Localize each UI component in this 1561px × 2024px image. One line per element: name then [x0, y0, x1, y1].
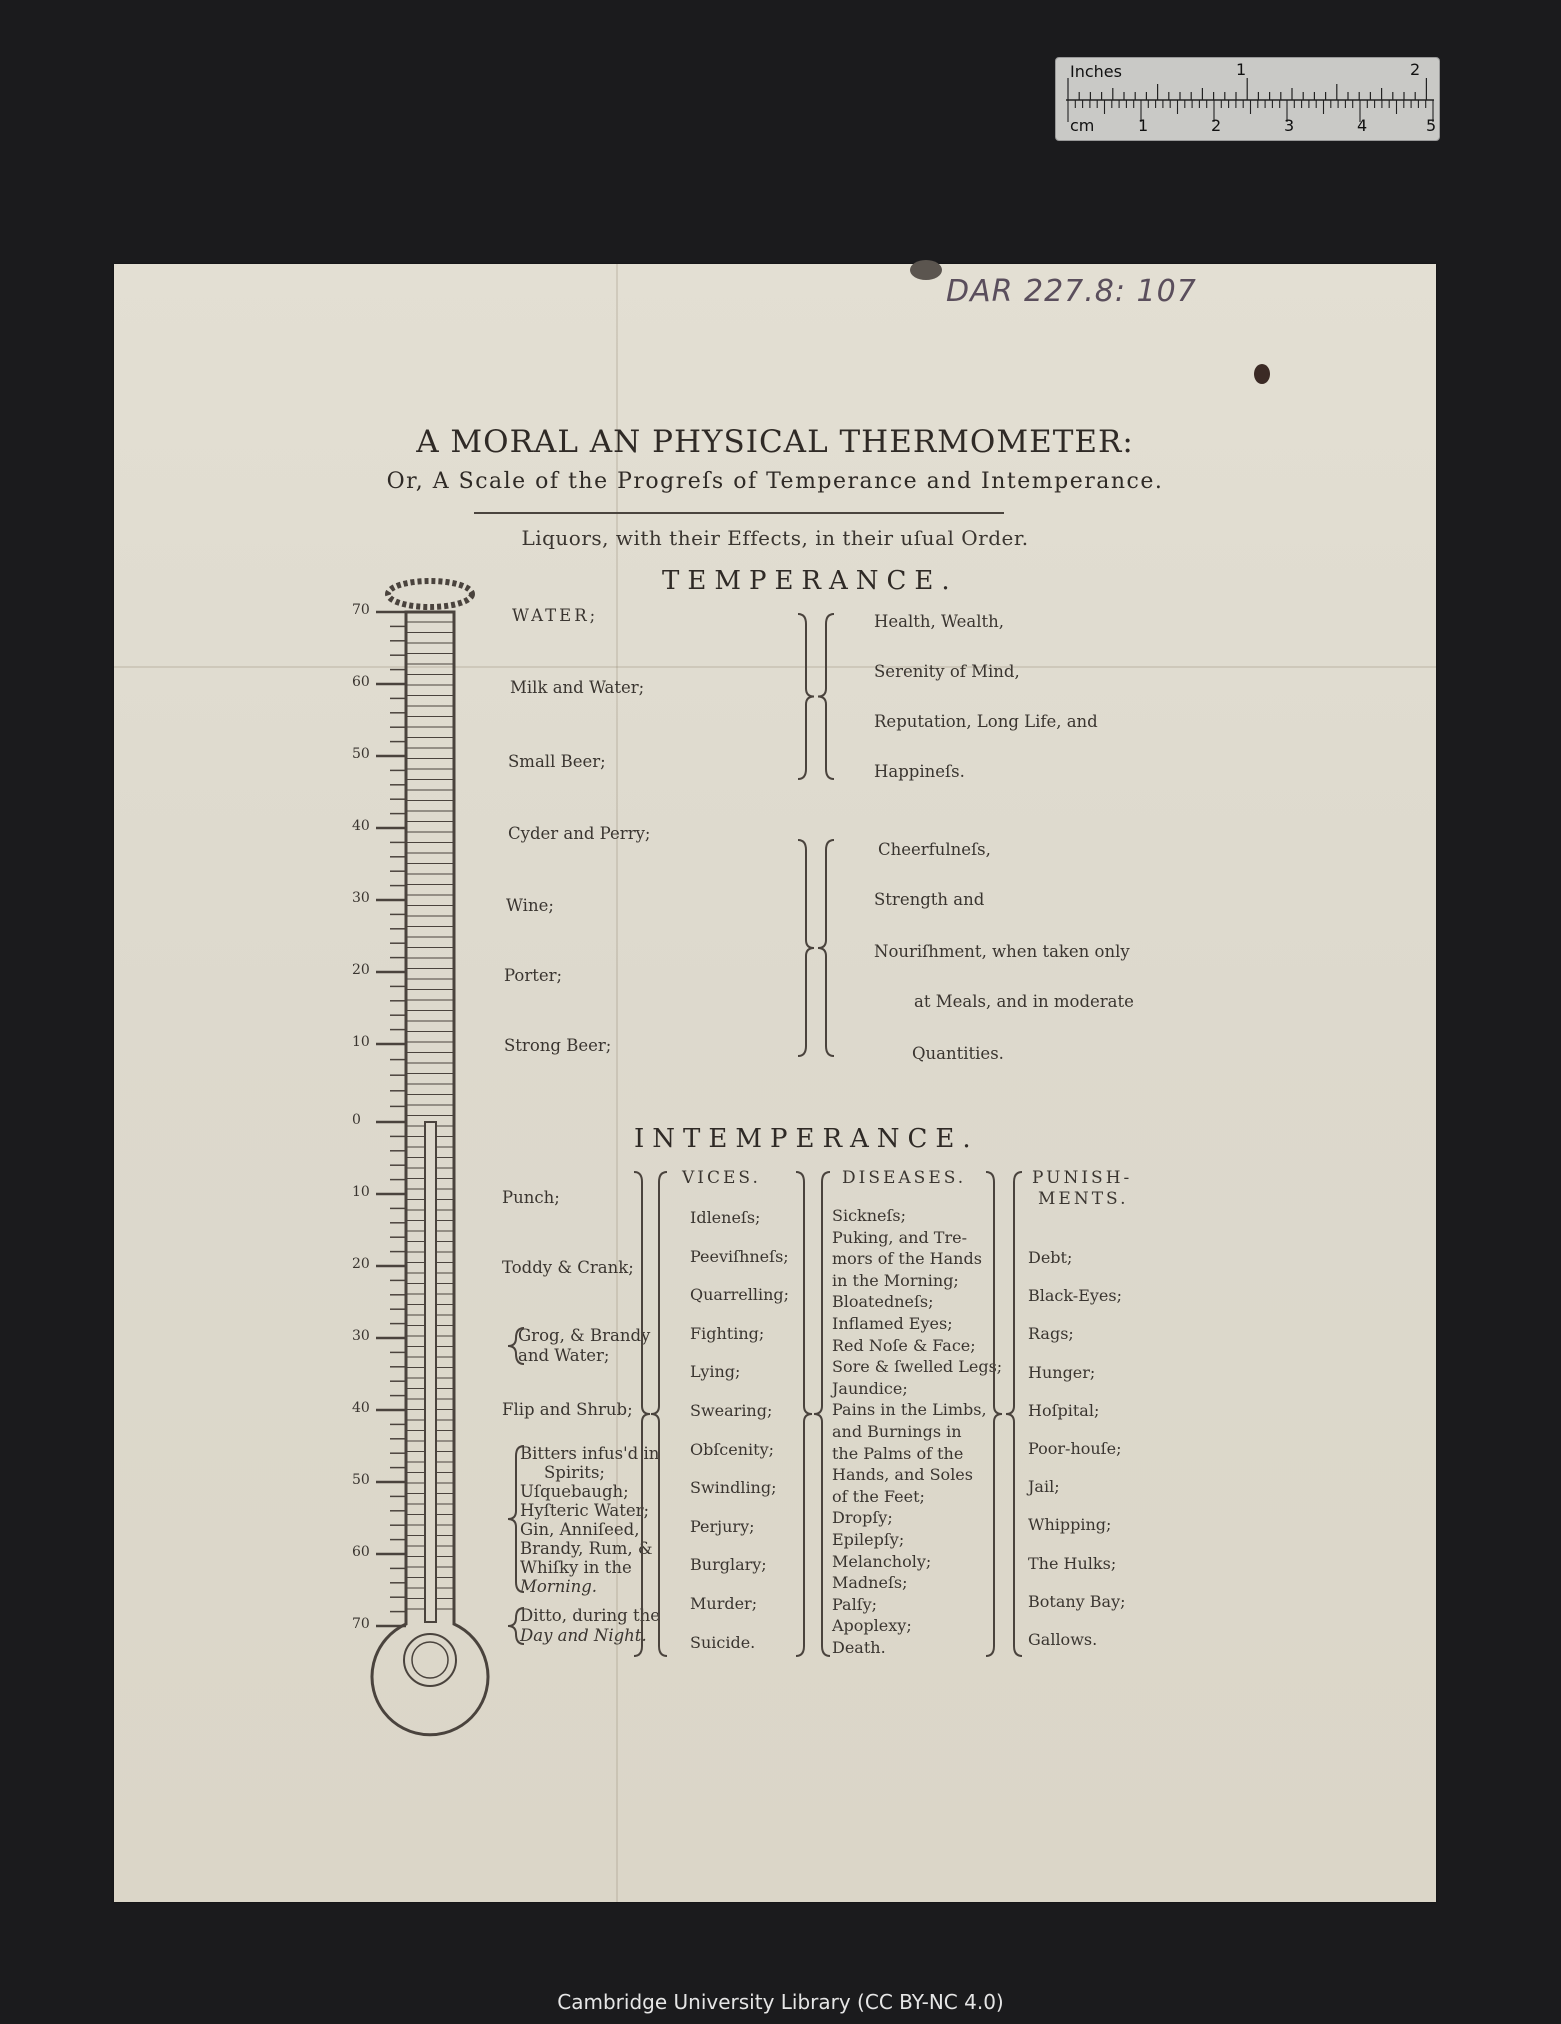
vice-item: Obſcenity;: [690, 1439, 774, 1459]
scale-label-lower: 70: [352, 1616, 370, 1632]
liquor-item: Brandy, Rum, &: [520, 1539, 653, 1558]
brace-icon: [814, 1172, 830, 1656]
disease-item: and Burnings in: [832, 1422, 962, 1441]
scale-label-lower: 60: [352, 1544, 370, 1560]
scale-label-upper: 60: [352, 674, 370, 690]
liquor-item: Punch;: [502, 1188, 560, 1207]
brace-icon: [508, 1608, 524, 1644]
liquor-item: Milk and Water;: [510, 678, 645, 697]
ruler-cm-label: cm: [1070, 116, 1095, 135]
brace-icon: [796, 1172, 812, 1656]
vice-item: Murder;: [690, 1594, 758, 1613]
brace-icon: [798, 614, 814, 779]
vice-item: Swindling;: [690, 1478, 777, 1498]
vice-item: Suicide.: [690, 1632, 756, 1652]
document-title: A MORAL AN PHYSICAL THERMOMETER:: [416, 424, 1134, 460]
punishment-item: Whipping;: [1028, 1515, 1112, 1535]
liquor-item: Day and Night.: [520, 1626, 647, 1645]
effect-item: Quantities.: [912, 1044, 1004, 1063]
disease-item: mors of the Hands: [832, 1249, 982, 1269]
disease-item: Dropſy;: [832, 1508, 893, 1528]
ruler-cm-mark: 2: [1211, 116, 1222, 135]
brace-icon: [508, 1328, 524, 1364]
punishment-item: The Hulks;: [1028, 1553, 1117, 1573]
ruler-cm-mark: 5: [1426, 116, 1437, 135]
punishment-item: Botany Bay;: [1028, 1591, 1126, 1611]
vice-item: Peeviſhneſs;: [690, 1246, 789, 1266]
vice-item: Lying;: [690, 1362, 741, 1382]
punishment-item: Black-Eyes;: [1028, 1286, 1122, 1306]
liquor-item: Strong Beer;: [504, 1036, 612, 1055]
liquor-item: and Water;: [518, 1346, 610, 1365]
disease-item: Apoplexy;: [832, 1616, 912, 1636]
effect-item: Health, Wealth,: [874, 612, 1005, 631]
vice-item: Swearing;: [690, 1401, 773, 1420]
brace-icon: [986, 1172, 1002, 1656]
scale-label-zero: 0: [352, 1112, 361, 1128]
vice-item: Perjury;: [690, 1516, 755, 1536]
liquor-item: Grog, & Brandy: [518, 1326, 651, 1345]
brace-icon: [651, 1172, 667, 1656]
effect-item: Strength and: [874, 890, 985, 909]
liquor-item: Ditto, during the: [520, 1606, 661, 1625]
thermometer-bulb-inner: [412, 1642, 448, 1678]
punishment-item: Debt;: [1028, 1248, 1073, 1267]
disease-item: the Palms of the: [832, 1443, 964, 1463]
vice-item: Fighting;: [690, 1323, 765, 1343]
ruler-cm-mark: 4: [1357, 116, 1368, 135]
liquor-item: Porter;: [504, 966, 563, 985]
ruler-inch-mark: 1: [1236, 60, 1247, 79]
liquor-item: Morning.: [520, 1577, 598, 1596]
effect-item: Cheerfulneſs,: [878, 840, 991, 859]
liquor-item: Gin, Anniſeed,: [520, 1520, 640, 1539]
punishments-heading: PUNISH-: [1032, 1168, 1133, 1188]
laurel-wreath-icon: [388, 581, 472, 607]
scale-ruler: [1055, 57, 1440, 141]
disease-item: Palſy;: [832, 1594, 878, 1614]
brace-icon: [818, 840, 834, 1056]
liquor-item: Spirits;: [544, 1463, 605, 1482]
scale-label-upper: 20: [352, 962, 370, 978]
ruler-cm-mark: 3: [1284, 116, 1295, 135]
punishment-item: Gallows.: [1028, 1630, 1098, 1649]
liquor-item: Bitters infus'd in: [520, 1444, 660, 1463]
disease-item: Pains in the Limbs,: [832, 1400, 987, 1420]
document-subtitle-line: Or, A Scale of the Progreſs of Temperance and Intemperance.: [386, 469, 1164, 494]
scale-label-lower: 10: [352, 1184, 370, 1200]
temperance-heading: TEMPERANCE.: [662, 566, 958, 596]
punishment-item: Poor-houſe;: [1028, 1439, 1122, 1458]
effect-item: at Meals, and in moderate: [914, 992, 1134, 1011]
scale-label-lower: 40: [352, 1400, 370, 1416]
disease-item: of the Feet;: [832, 1486, 925, 1506]
effect-item: Nouriſhment, when taken only: [874, 942, 1130, 961]
scale-label-lower: 30: [352, 1328, 370, 1344]
disease-item: Madneſs;: [832, 1573, 908, 1593]
disease-item: Bloatedneſs;: [832, 1292, 934, 1312]
intemperance-heading: INTEMPERANCE.: [634, 1124, 979, 1154]
brace-icon: [508, 1446, 524, 1592]
disease-item: Melancholy;: [832, 1551, 932, 1571]
liquor-item: Wine;: [506, 896, 554, 915]
punishment-item: Rags;: [1028, 1324, 1074, 1344]
disease-item: Sickneſs;: [832, 1206, 907, 1225]
disease-item: Sore & ſwelled Legs;: [832, 1357, 1003, 1377]
scale-label-lower: 50: [352, 1472, 370, 1488]
brace-icon: [798, 840, 814, 1056]
diseases-heading: DISEASES.: [842, 1168, 967, 1188]
catalog-number: DAR 227.8: 107: [946, 274, 1197, 309]
effect-item: Happineſs.: [874, 762, 965, 781]
brace-icon: [818, 614, 834, 779]
vice-item: Idleneſs;: [690, 1208, 761, 1227]
mercury-column: [425, 1122, 436, 1622]
disease-item: Hands, and Soles: [832, 1465, 973, 1485]
disease-item: Red Noſe & Face;: [832, 1335, 976, 1355]
liquor-item: Uſquebaugh;: [520, 1482, 629, 1501]
ruler-inch-mark: 2: [1410, 60, 1421, 79]
vices-heading: VICES.: [682, 1168, 761, 1188]
punishment-item: Hunger;: [1028, 1362, 1096, 1382]
punishment-item: Jail;: [1028, 1477, 1060, 1497]
punishment-item: Hoſpital;: [1028, 1400, 1100, 1420]
liquor-item: Whiſky in the: [520, 1558, 632, 1577]
disease-item: Epilepſy;: [832, 1530, 905, 1549]
liquor-item: Hyſteric Water;: [520, 1501, 650, 1520]
disease-item: Puking, and Tre-: [832, 1227, 967, 1247]
ruler-inches-label: Inches: [1070, 62, 1122, 81]
punishments-heading: MENTS.: [1038, 1189, 1129, 1209]
disease-item: Inflamed Eyes;: [832, 1314, 953, 1333]
liquor-item: WATER;: [512, 606, 599, 625]
thermometer-tube: [372, 612, 488, 1735]
thermometer-illustration: [114, 264, 1436, 1902]
brace-icon: [1006, 1172, 1022, 1656]
effect-item: Serenity of Mind,: [874, 662, 1020, 681]
liquor-item: Cyder and Perry;: [508, 824, 651, 843]
scale-label-upper: 70: [352, 602, 370, 618]
liquor-item: Toddy & Crank;: [502, 1258, 634, 1277]
disease-item: Death.: [832, 1638, 886, 1657]
liquors-caption: Liquors, with their Effects, in their uſual Order.: [521, 526, 1029, 550]
ruler-cm-mark: 1: [1138, 116, 1149, 135]
scale-label-lower: 20: [352, 1256, 370, 1272]
liquor-item: Small Beer;: [508, 752, 606, 771]
disease-item: Jaundice;: [832, 1378, 908, 1398]
document-sheet: [114, 264, 1436, 1902]
brace-icon: [634, 1172, 650, 1656]
liquor-item: Flip and Shrub;: [502, 1400, 633, 1419]
image-credit: Cambridge University Library (CC BY-NC 4.0): [557, 1990, 1004, 2014]
effect-item: Reputation, Long Life, and: [874, 712, 1098, 731]
disease-item: in the Morning;: [832, 1270, 959, 1290]
scale-label-upper: 10: [352, 1034, 370, 1050]
scale-label-upper: 50: [352, 746, 370, 762]
vice-item: Quarrelling;: [690, 1285, 790, 1305]
vice-item: Burglary;: [690, 1555, 767, 1575]
scale-label-upper: 40: [352, 818, 370, 834]
scale-label-upper: 30: [352, 890, 370, 906]
